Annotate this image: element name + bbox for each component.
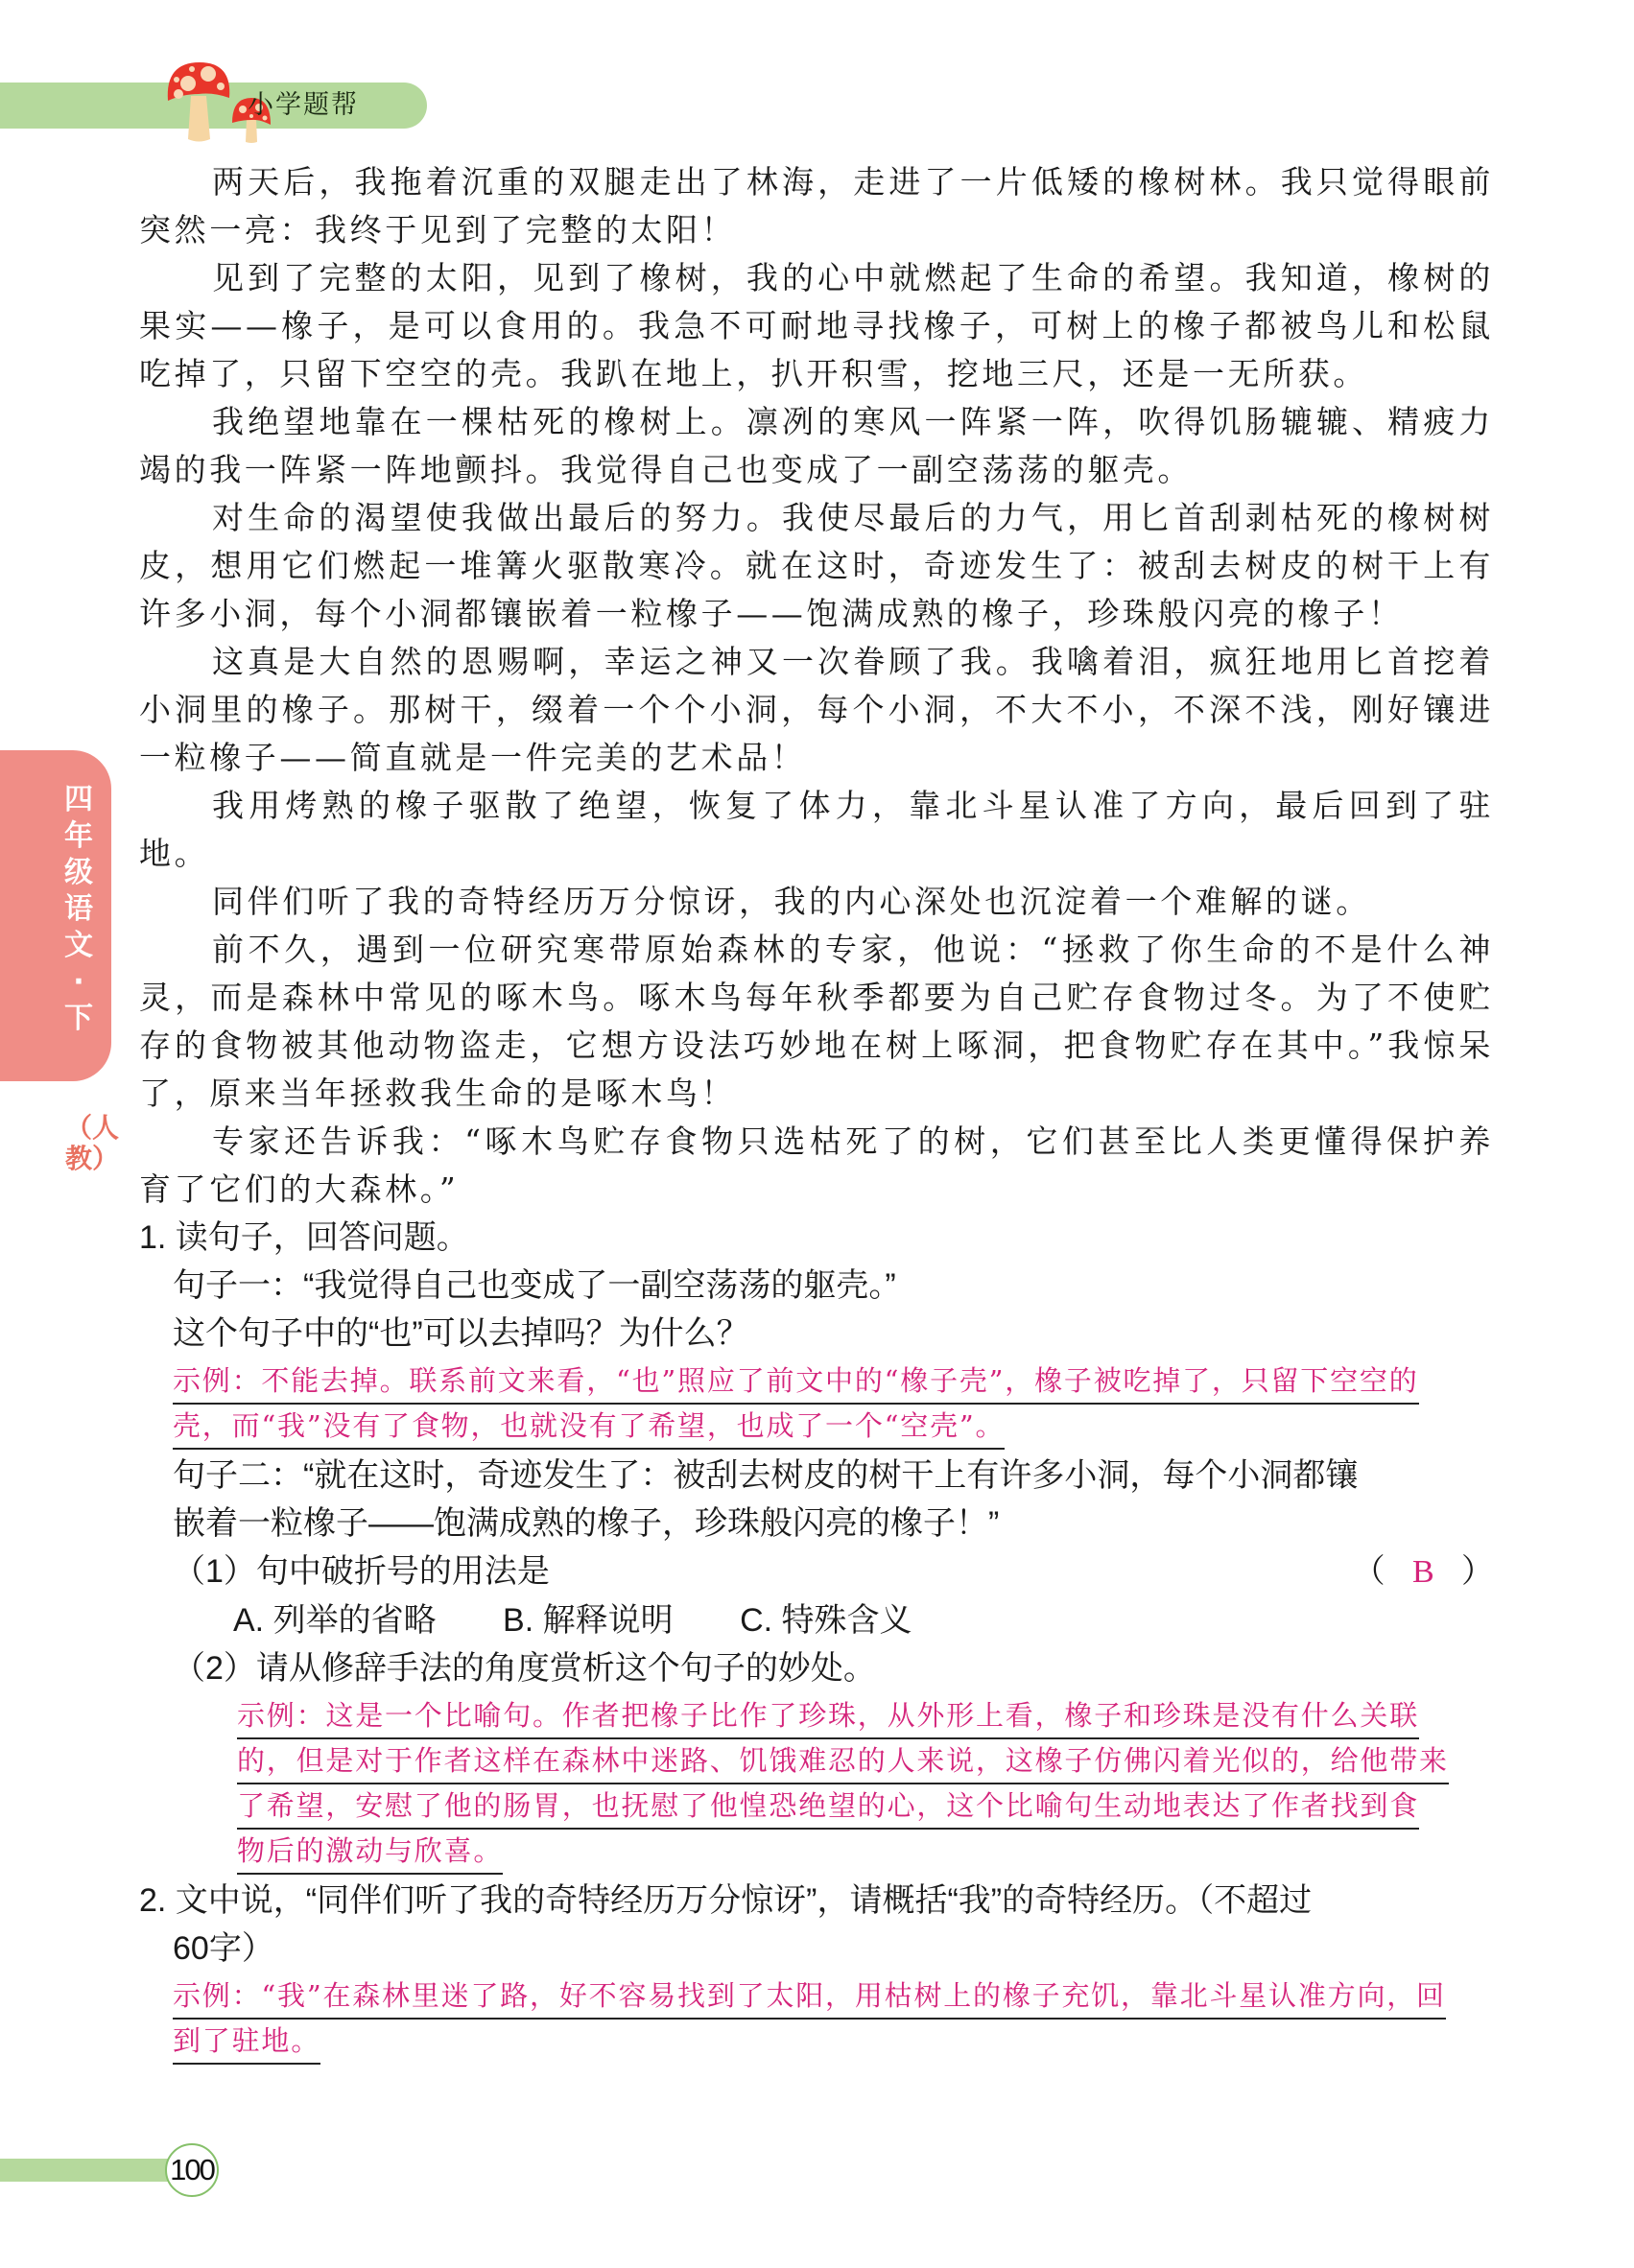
page-content bbox=[139, 158, 1494, 2067]
sub-question-1-prompt: （1）句中破折号的用法是 bbox=[173, 1553, 550, 1590]
sentence-1-question: 这个句子中的“也”可以去掉吗？为什么？ bbox=[173, 1315, 749, 1352]
sentence-2-line: 句子二：“就在这时，奇迹发生了：被刮去树皮的树干上有许多小洞，每个小洞都镶 bbox=[173, 1457, 1359, 1494]
grade-subject-label: 四年级语文·下 bbox=[64, 783, 93, 1035]
answer-1-1 bbox=[173, 1359, 1494, 1450]
sentence-1: 句子一：“我觉得自己也变成了一副空荡荡的躯壳。” bbox=[173, 1267, 896, 1304]
answer-line: 到了驻地。 bbox=[173, 2020, 320, 2065]
answer-line: 示例：不能去掉。联系前文来看，“也”照应了前文中的“橡子壳”，橡子被吃掉了，只留下空空的 bbox=[173, 1359, 1419, 1405]
answer-line: 示例：这是一个比喻句。作者把橡子比作了珍珠，从外形上看，橡子和珍珠是没有什么关联 bbox=[237, 1694, 1419, 1739]
passage-paragraph: 两天后，我拖着沉重的双腿走出了林海，走进了一片低矮的橡树林。我只觉得眼前突然一亮：我终于见到了完整的太阳！ bbox=[139, 163, 1494, 248]
bracket-open: （ bbox=[1352, 1553, 1385, 1590]
sub-question-1 bbox=[139, 1547, 1494, 1596]
answer-line: 物后的激动与欣喜。 bbox=[237, 1830, 503, 1875]
question-2-prompt-cont: 60字） bbox=[173, 1930, 274, 1967]
mushroom-icon bbox=[165, 58, 232, 144]
bracket-close: ） bbox=[1461, 1553, 1494, 1590]
question-1-prompt: 1. 读句子，回答问题。 bbox=[139, 1219, 469, 1256]
answer-1-2 bbox=[237, 1694, 1494, 1875]
sub-question-2-prompt: （2）请从修辞手法的角度赏析这个句子的妙处。 bbox=[173, 1650, 876, 1687]
answer-line: 的，但是对于作者这样在森林中迷路、饥饿难忍的人来说，这橡子仿佛闪着光似的，给他带来 bbox=[237, 1739, 1449, 1784]
option-a: A. 列举的省略 bbox=[233, 1602, 437, 1639]
page-number: 100 bbox=[165, 2143, 219, 2197]
passage-paragraph: 前不久，遇到一位研究寒带原始森林的专家，他说：“拯救了你生命的不是什么神灵，而是森林中常见的啄木鸟。啄木鸟每年秋季都要为自己贮存食物过冬。为了不使贮存的食物被其他动物盗走，它想方设法巧妙地在树上啄洞，把食物贮存在其中。”我惊呆了，原来当年拯救我生命的是啄木鸟！ bbox=[139, 931, 1494, 1112]
option-c: C. 特殊含义 bbox=[740, 1602, 912, 1639]
passage-paragraph: 见到了完整的太阳，见到了橡树，我的心中就燃起了生命的希望。我知道，橡树的果实——橡子，是可以食用的。我急不可耐地寻找橡子，可树上的橡子都被鸟儿和松鼠吃掉了，只留下空空的壳。我趴在地上，扒开积雪，挖地三尺，还是一无所获。 bbox=[139, 259, 1494, 392]
passage-paragraph: 对生命的渴望使我做出最后的努力。我使尽最后的力气，用匕首刮剥枯死的橡树树皮，想用它们燃起一堆篝火驱散寒冷。就在这时，奇迹发生了：被刮去树皮的树干上有许多小洞，每个小洞都镶嵌着一粒橡子——饱满成熟的橡子，珍珠般闪亮的橡子！ bbox=[139, 499, 1494, 632]
passage-paragraph: 这真是大自然的恩赐啊，幸运之神又一次眷顾了我。我噙着泪，疯狂地用匕首挖着小洞里的橡子。那树干，缀着一个个小洞，每个小洞，不大不小，不深不浅，刚好镶进一粒橡子——简直就是一件完美的艺术品！ bbox=[139, 643, 1494, 776]
question-1 bbox=[139, 1214, 1494, 1875]
sentence-2-line: 嵌着一粒橡子——饱满成熟的橡子，珍珠般闪亮的橡子！” bbox=[173, 1505, 1000, 1542]
choice-answer: B bbox=[1411, 1554, 1434, 1590]
footer-bar bbox=[0, 2159, 171, 2182]
passage-paragraph: 同伴们听了我的奇特经历万分惊讶，我的内心深处也沉淀着一个难解的谜。 bbox=[212, 883, 1371, 920]
options-row bbox=[139, 1596, 1494, 1644]
answer-bracket bbox=[1353, 1547, 1494, 1596]
answer-2 bbox=[173, 1974, 1494, 2065]
answer-line: 示例：“我”在森林里迷了路，好不容易找到了太阳，用枯树上的橡子充饥，靠北斗星认准方向，回 bbox=[173, 1974, 1446, 2020]
passage-paragraph: 专家还告诉我：“啄木鸟贮存食物只选枯死了的树，它们甚至比人类更懂得保护养育了它们的大森林。” bbox=[139, 1122, 1494, 1208]
question-2 bbox=[139, 1877, 1494, 2065]
answer-line: 壳，而“我”没有了食物，也就没有了希望，也成了一个“空壳”。 bbox=[173, 1405, 1005, 1450]
question-2-prompt: 2. 文中说，“同伴们听了我的奇特经历万分惊讶”，请概括“我”的奇特经历。（不超过 bbox=[139, 1882, 1313, 1919]
option-b: B. 解释说明 bbox=[503, 1602, 674, 1639]
answer-line: 了希望，安慰了他的肠胃，也抚慰了他惶恐绝望的心，这个比喻句生动地表达了作者找到食 bbox=[237, 1784, 1419, 1830]
passage-paragraph: 我绝望地靠在一棵枯死的橡树上。凛冽的寒风一阵紧一阵，吹得饥肠辘辘、精疲力竭的我一阵紧一阵地颤抖。我觉得自己也变成了一副空荡荡的躯壳。 bbox=[139, 403, 1494, 488]
passage-paragraph: 我用烤熟的橡子驱散了绝望，恢复了体力，靠北斗星认准了方向，最后回到了驻地。 bbox=[139, 787, 1494, 872]
edition-label: （人教） bbox=[65, 1112, 120, 1174]
brand-title: 小学题帮 bbox=[248, 90, 359, 120]
